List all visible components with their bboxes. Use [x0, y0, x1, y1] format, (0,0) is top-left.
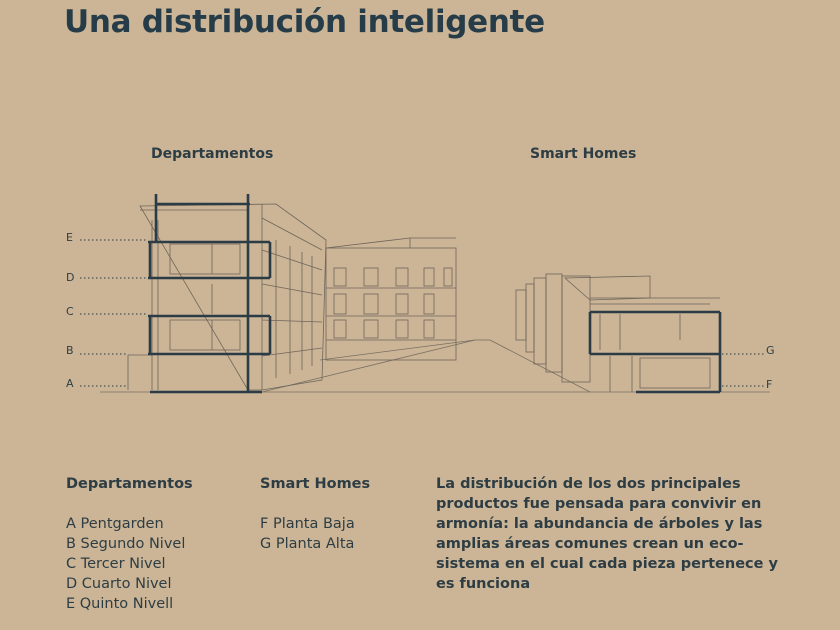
level-label-b: B — [66, 344, 74, 357]
legend-item-d: D Cuarto Nivel — [66, 576, 172, 592]
legend-item-b: B Segundo Nivel — [66, 536, 186, 552]
smart-homes-building-sketch — [516, 274, 720, 392]
legend-item-f: F Planta Baja — [260, 516, 355, 532]
level-label-f: F — [766, 378, 773, 391]
smart-homes-legend — [260, 474, 370, 554]
smart-homes-diagram-label: Smart Homes — [530, 146, 637, 162]
level-label-d: D — [66, 271, 75, 284]
description-paragraph: La distribución de los dos principales productos fue pensada para convivir en armonía: la abundancia de árboles y las amplias áreas comunes crean un eco-sistema en el cual cada pieza pertenece y es funciona — [436, 476, 778, 592]
departamentos-legend-heading: Departamentos — [66, 476, 193, 492]
level-label-e: E — [66, 231, 73, 244]
departamentos-building-sketch — [128, 194, 456, 390]
legend-item-g: G Planta Alta — [260, 536, 355, 552]
departamentos-legend — [66, 474, 193, 614]
smart-homes-building-slabs — [590, 312, 720, 392]
level-label-c: C — [66, 305, 74, 318]
departamentos-building-slabs — [148, 194, 270, 392]
legend-item-e: E Quinto Nivell — [66, 596, 174, 612]
page-title: Una distribución inteligente — [64, 4, 545, 40]
smart-homes-legend-heading: Smart Homes — [260, 476, 371, 492]
ground-lines — [100, 340, 773, 392]
legend-item-c: C Tercer Nivel — [66, 556, 166, 572]
building-section-diagram — [0, 180, 840, 410]
level-label-g: G — [766, 344, 775, 357]
legend-item-a: A Pentgarden — [66, 516, 164, 532]
level-label-a: A — [66, 377, 74, 390]
departamentos-diagram-label: Departamentos — [151, 146, 274, 162]
